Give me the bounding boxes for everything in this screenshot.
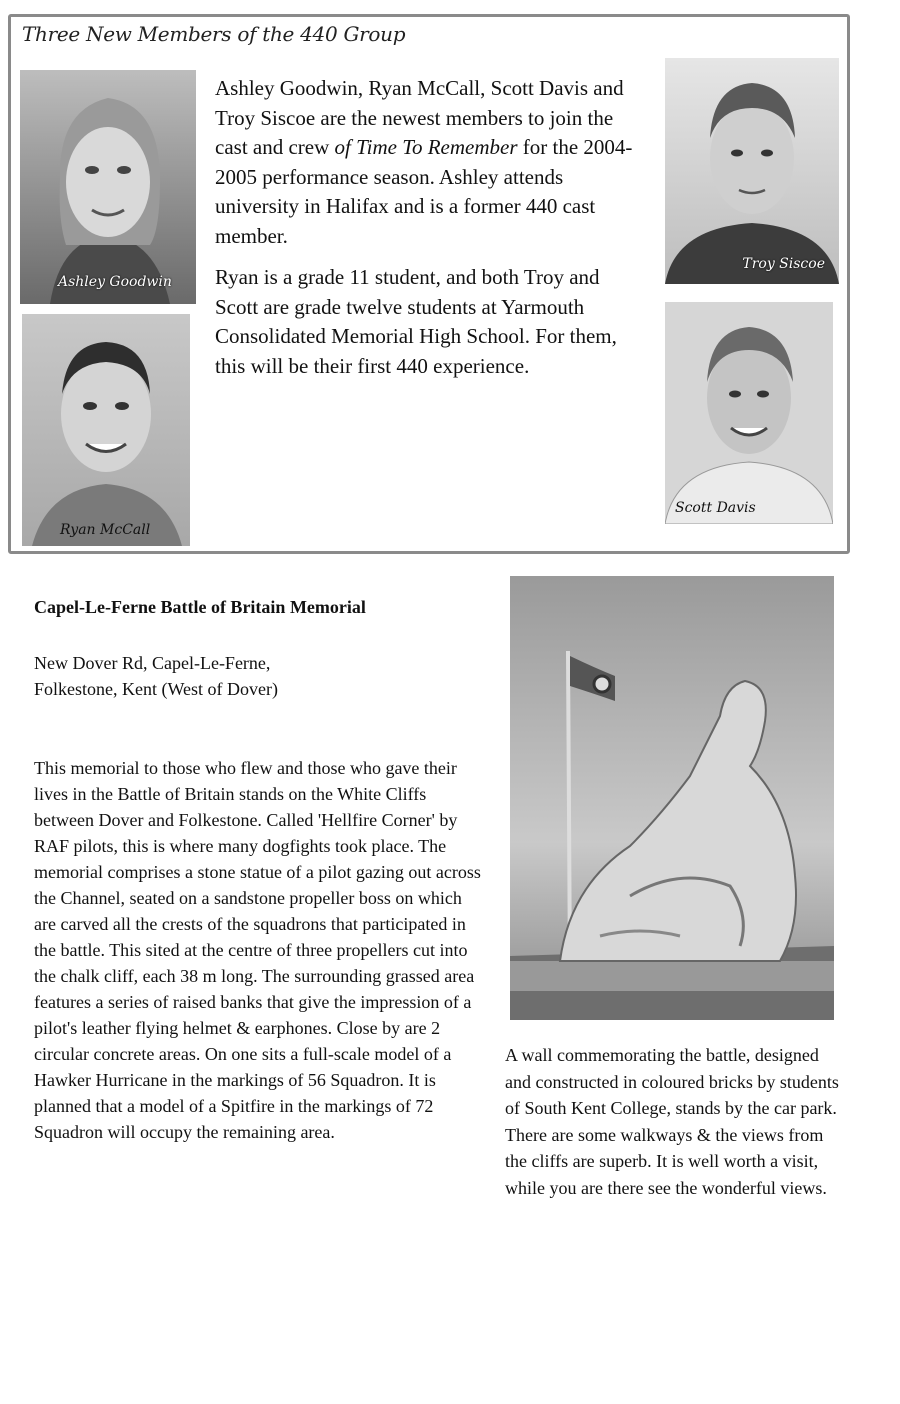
article-body-right: A wall commemorating the battle, designed and constructed in coloured bricks by students of South Kent College, stands by the car park. There are some walkways & the views from the cliffs are superb. It is well worth a visit, while you are there see the wonderful views. xyxy=(505,1045,839,1198)
article-title: Capel-Le-Ferne Battle of Britain Memorial xyxy=(34,597,366,617)
feature-paragraph-2: Ryan is a grade 11 student, and both Troy and Scott are grade twelve students at Yarmouth Consolidated Memorial High School. For them, this will be their first 440 experience. xyxy=(215,265,617,378)
feature-text xyxy=(215,74,635,393)
feature-paragraph-1: Ashley Goodwin, Ryan McCall, Scott Davis and Troy Siscoe are the newest members to join the cast and crew of Time To Remember for the 2004-2005 performance season. Ashley attends university in Halifax and is a former 440 cast member. xyxy=(215,76,633,248)
article-body-left: This memorial to those who flew and those who gave their lives in the Battle of Britain stands on the White Cliffs between Dover and Folkestone. Called 'Hellfire Corner' by RAF pilots, this is where many dogfights took place. The memorial comprises a stone statue of a pilot gazing out across the Channel, seated on a sandstone propeller boss on which are carved all the crests of the squadrons that participated in the battle. This sited at the centre of three propellers cut into the chalk cliff, each 38 m long. The surrounding grassed area features a series of raised banks that give the impression of a pilot's leather flying helmet & earphones. Close by are 2 circular concrete areas. On one sits a full-scale model of a Hawker Hurricane in the markings of 56 Squadron. It is planned that a model of a Spitfire in the markings of 72 Squadron will occupy the remaining area. xyxy=(34,758,481,1142)
photo-ryan-mccall xyxy=(22,314,190,546)
memorial-photo xyxy=(510,576,834,1020)
caption-troy: Troy Siscoe xyxy=(742,256,825,272)
caption-ashley: Ashley Goodwin xyxy=(58,274,172,290)
photo-ashley-goodwin xyxy=(20,70,196,304)
photo-scott-davis xyxy=(665,302,833,524)
photo-troy-siscoe xyxy=(665,58,839,284)
article-address: New Dover Rd, Capel-Le-Ferne, Folkestone, Kent (West of Dover) xyxy=(34,653,278,699)
caption-ryan: Ryan McCall xyxy=(60,522,151,538)
feature-title: Three New Members of the 440 Group xyxy=(22,22,406,46)
caption-scott: Scott Davis xyxy=(675,500,756,516)
